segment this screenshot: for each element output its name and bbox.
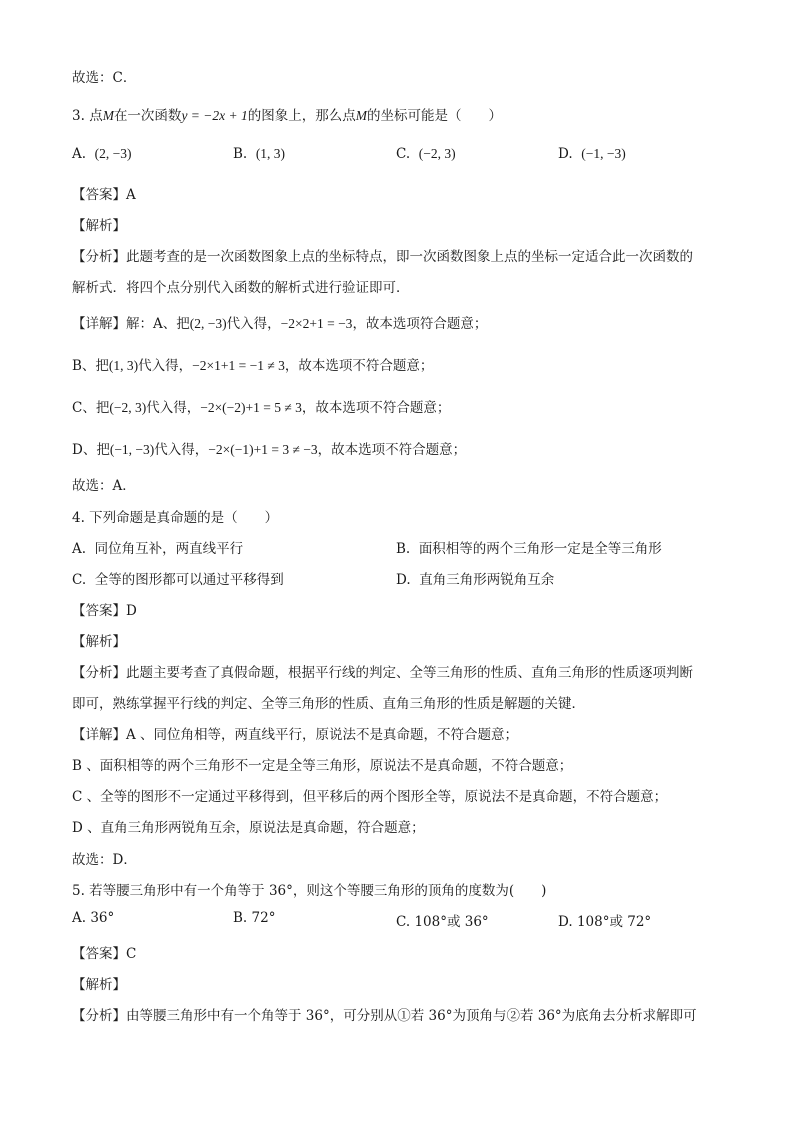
q4-fenxi-line-2: 即可，熟练掌握平行线的判定、全等三角形的性质、直角三角形的性质是解题的关键． xyxy=(72,696,585,712)
q4-option-c xyxy=(72,568,284,588)
option-value: 同位角互补，两直线平行 xyxy=(94,541,244,557)
detail-equation: −2×2+1 = −3 xyxy=(280,316,353,331)
question-3-stem xyxy=(72,104,502,124)
q4-fenxi-line-1: 【分析】此题主要考查了真假命题，根据平行线的判定、全等三角形的性质、直角三角形的性质逐项判断 xyxy=(72,665,693,681)
q3-option-b xyxy=(233,146,285,162)
option-label: A. xyxy=(72,146,87,162)
option-label: D. xyxy=(396,572,411,588)
q5-answer: 【答案】C xyxy=(72,946,137,962)
q4-analysis-heading: 【解析】 xyxy=(72,634,126,650)
q5-fenxi-line-1: 【分析】由等腰三角形中有一个角等于 36°，可分别从①若 36°为顶角与②若 36°为底角去分析求解即可 xyxy=(72,1008,697,1024)
detail-point: (−1, −3) xyxy=(109,442,155,457)
q3-analysis-heading: 【解析】 xyxy=(72,218,126,234)
option-value: (−1, −3) xyxy=(581,146,626,161)
option-label: B. xyxy=(396,541,411,557)
question-5-stem: 5. 若等腰三角形中有一个角等于 36°，则这个等腰三角形的顶角的度数为( ) xyxy=(72,883,547,899)
option-label: A. xyxy=(72,910,87,926)
q3-detail-c xyxy=(72,396,450,416)
q3-detail-b xyxy=(72,354,433,374)
detail-text: 代入得， xyxy=(154,442,209,458)
q5-option-c xyxy=(396,910,489,930)
question-4-stem: 4. 下列命题是真命题的是（ ） xyxy=(72,510,279,526)
q3-fenxi-line-2: 解析式．将四个点分别代入函数的解析式进行验证即可． xyxy=(72,280,410,296)
option-value: 全等的图形都可以通过平移得到 xyxy=(94,572,284,588)
detail-equation: −2×(−2)+1 = 5 ≠ 3 xyxy=(200,400,302,415)
detail-text: 代入得， xyxy=(138,358,193,374)
stem-text: 的坐标可能是（ ） xyxy=(367,108,503,124)
question-number: 3. xyxy=(72,108,85,124)
detail-equation: −2×1+1 = −1 ≠ 3 xyxy=(192,358,285,373)
q4-choose: 故选：D． xyxy=(72,852,137,868)
detail-text: 代入得， xyxy=(226,316,281,332)
option-label: A. xyxy=(72,541,87,557)
option-value: 72° xyxy=(251,910,276,926)
detail-text: ，故本选项不符合题意； xyxy=(284,358,434,374)
q4-option-b xyxy=(396,537,662,557)
function-expression: y = −2x + 1 xyxy=(181,108,248,123)
option-value: 直角三角形两锐角互余 xyxy=(419,572,555,588)
previous-answer-choice: 故选：C． xyxy=(72,70,137,86)
detail-text: 代入得， xyxy=(146,400,201,416)
q4-answer: 【答案】D xyxy=(72,603,137,619)
q4-detail-d: D 、直角三角形两锐角互余，原说法是真命题，符合题意； xyxy=(72,820,425,836)
q4-option-a xyxy=(72,537,243,557)
option-label: D. xyxy=(558,146,573,162)
option-value: 108°或 72° xyxy=(576,914,652,930)
q3-option-a xyxy=(72,146,132,162)
q3-fenxi-line-1: 【分析】此题考查的是一次函数图象上点的坐标特点，即一次函数图象上点的坐标一定适合此一次函数的 xyxy=(72,249,693,265)
option-value: 36° xyxy=(90,910,115,926)
stem-text: 在一次函数 xyxy=(113,108,182,124)
q5-option-a xyxy=(72,910,114,926)
option-value: (2, −3) xyxy=(94,146,132,161)
detail-point: (2, −3) xyxy=(189,316,227,331)
option-label: C. xyxy=(72,572,87,588)
option-label: C. xyxy=(396,914,411,930)
detail-text: ，故本选项不符合题意； xyxy=(317,442,467,458)
detail-text: ，故本选项符合题意； xyxy=(352,316,488,332)
point-m: M xyxy=(355,108,368,123)
q5-analysis-heading: 【解析】 xyxy=(72,977,126,993)
point-m: M xyxy=(102,108,114,123)
q5-option-b xyxy=(233,910,275,926)
option-label: B. xyxy=(233,910,248,926)
detail-point: (−2, 3) xyxy=(109,400,147,415)
detail-text: B、把 xyxy=(72,358,109,374)
q3-detail-a xyxy=(72,312,487,332)
stem-text: 的图象上，那么点 xyxy=(247,108,356,124)
stem-text: 点 xyxy=(89,108,103,124)
detail-text: ，故本选项不符合题意； xyxy=(301,400,451,416)
q3-choose: 故选：A． xyxy=(72,478,136,494)
option-label: B. xyxy=(233,146,248,162)
detail-text: C、把 xyxy=(72,400,110,416)
option-value: (−2, 3) xyxy=(418,146,456,161)
q4-detail-c: C 、全等的图形不一定通过平移得到，但平移后的两个图形全等，原说法不是真命题，不符合题意； xyxy=(72,789,668,805)
option-value: (1, 3) xyxy=(255,146,286,161)
detail-text: 【详解】解：A、把 xyxy=(72,316,190,332)
q3-option-c xyxy=(396,146,456,162)
detail-point: (1, 3) xyxy=(108,358,139,373)
detail-equation: −2×(−1)+1 = 3 ≠ −3 xyxy=(208,442,318,457)
option-label: C. xyxy=(396,146,411,162)
q4-detail-a: 【详解】A 、同位角相等，两直线平行，原说法不是真命题，不符合题意； xyxy=(72,727,519,743)
q4-option-d xyxy=(396,568,554,588)
option-label: D. xyxy=(558,914,573,930)
option-value: 面积相等的两个三角形一定是全等三角形 xyxy=(418,541,662,557)
q3-answer: 【答案】A xyxy=(72,187,136,203)
q4-detail-b: B 、面积相等的两个三角形不一定是全等三角形，原说法不是真命题，不符合题意； xyxy=(72,758,573,774)
detail-text: D、把 xyxy=(72,442,110,458)
q3-option-d xyxy=(558,146,626,162)
q3-detail-d xyxy=(72,438,466,458)
q5-option-d xyxy=(558,910,651,930)
option-value: 108°或 36° xyxy=(414,914,489,930)
